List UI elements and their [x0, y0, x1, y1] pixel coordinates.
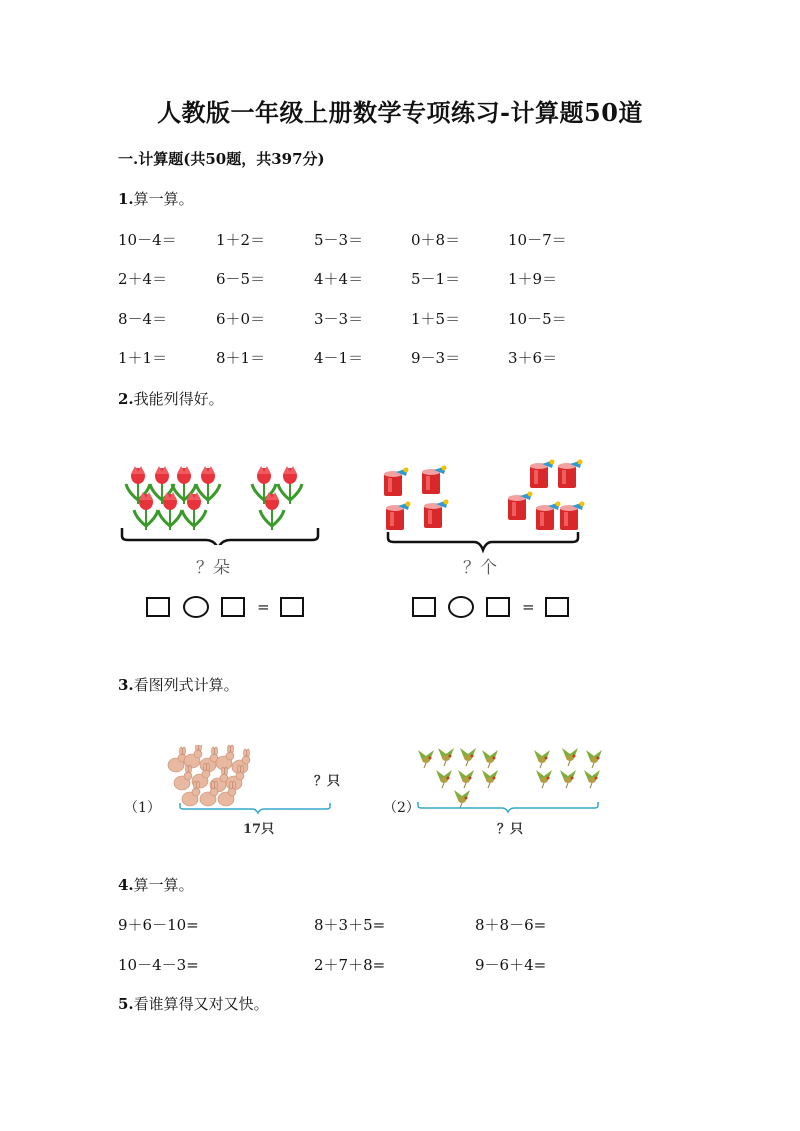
bird-icon — [482, 750, 498, 768]
can-icon — [530, 460, 555, 489]
can-icon — [558, 460, 583, 489]
equation-cell: 6－5＝ — [216, 270, 266, 288]
bird-icon — [460, 748, 476, 766]
question-2-title — [118, 388, 224, 409]
page-title: 人教版一年级上册数学专项练习-计算题50道 — [157, 98, 643, 127]
bird-icon — [436, 770, 452, 788]
rabbit-icon — [168, 747, 186, 772]
can-icon — [422, 466, 447, 495]
equals-sign: = — [522, 598, 535, 616]
equation-cell: 10－4＝ — [118, 231, 177, 249]
question-4-title — [118, 874, 194, 895]
question-text: 算一算。 — [133, 876, 194, 894]
answer-box[interactable] — [486, 597, 510, 617]
operator-circle[interactable] — [448, 596, 474, 618]
answer-box[interactable] — [280, 597, 304, 617]
question-text: 看谁算得又对又快。 — [133, 995, 269, 1013]
equation-cell: 2＋4＝ — [118, 270, 168, 288]
flowers-caption: ？朵 — [196, 558, 230, 578]
question-text: 看图列式计算。 — [133, 676, 239, 694]
equation-cell: 1＋5＝ — [411, 310, 461, 328]
can-icon — [508, 492, 533, 521]
rabbit-icon — [184, 745, 202, 768]
equation-cell: 4＋4＝ — [314, 270, 364, 288]
tulip-icon — [278, 466, 302, 504]
bird-icon — [482, 770, 498, 788]
equals-sign: = — [257, 598, 270, 616]
bird-icon — [536, 770, 552, 788]
birds-figure — [410, 740, 610, 815]
rabbits-question-label: ？只 — [314, 774, 341, 789]
equation-cell: 3－3＝ — [314, 310, 364, 328]
rabbit-icon — [216, 745, 234, 770]
bird-icon — [458, 770, 474, 788]
can-icon — [560, 502, 585, 531]
equation-cell: 9－3＝ — [411, 349, 461, 367]
equation-cell: 2＋7＋8= — [314, 956, 386, 974]
answer-box[interactable] — [412, 597, 436, 617]
flowers-figure — [118, 460, 328, 545]
bird-icon — [562, 748, 578, 766]
equation-cell: 5－3＝ — [314, 231, 364, 249]
can-icon — [424, 500, 449, 529]
cans-figure — [380, 458, 590, 553]
bird-icon — [438, 748, 454, 766]
equation-cell: 9－6＋4= — [475, 956, 547, 974]
operator-circle[interactable] — [183, 596, 209, 618]
question-number: 3. — [118, 676, 134, 694]
equation-cell: 10－4－3= — [118, 956, 199, 974]
equation-cell: 8＋8－6= — [475, 916, 547, 934]
equation-cell: 10－7＝ — [508, 231, 567, 249]
part-1-label: （1） — [124, 800, 161, 816]
equation-cell: 3＋6＝ — [508, 349, 558, 367]
bird-icon — [454, 790, 470, 808]
can-icon — [536, 502, 561, 531]
equation-cell: 4－1＝ — [314, 349, 364, 367]
equation-cell: 9＋6－10= — [118, 916, 199, 934]
question-number: 1. — [118, 190, 134, 208]
answer-box[interactable] — [545, 597, 569, 617]
bird-icon — [534, 750, 550, 768]
equation-cell: 1＋1＝ — [118, 349, 168, 367]
rabbits-figure — [160, 745, 340, 815]
equation-cell: 8－4＝ — [118, 310, 168, 328]
cans-caption: ？个 — [463, 558, 497, 578]
equation-cell: 6＋0＝ — [216, 310, 266, 328]
equation-cell: 0＋8＝ — [411, 231, 461, 249]
bird-icon — [586, 750, 602, 768]
equation-cell: 8＋1＝ — [216, 349, 266, 367]
equation-cell: 8＋3＋5= — [314, 916, 386, 934]
section-title: 一.计算题(共50题，共397分) — [118, 150, 325, 168]
equation-cell: 5－1＝ — [411, 270, 461, 288]
question-number: 5. — [118, 995, 134, 1013]
bird-icon — [560, 770, 576, 788]
answer-box[interactable] — [221, 597, 245, 617]
question-text: 我能列得好。 — [133, 390, 224, 408]
question-number: 2. — [118, 390, 134, 408]
question-5-title — [118, 993, 269, 1014]
equation-cell: 1＋2＝ — [216, 231, 266, 249]
rabbits-total-label: 17只 — [243, 822, 275, 837]
answer-box[interactable] — [146, 597, 170, 617]
birds-question-label: ？只 — [497, 822, 524, 837]
can-icon — [384, 468, 409, 497]
part-2-label: （2） — [383, 800, 420, 816]
equation-cell: 10－5＝ — [508, 310, 567, 328]
can-icon — [386, 502, 411, 531]
bird-icon — [584, 770, 600, 788]
equation-cell: 1＋9＝ — [508, 270, 558, 288]
question-number: 4. — [118, 876, 134, 894]
question-text: 算一算。 — [133, 190, 194, 208]
question-3-title — [118, 674, 239, 695]
question-1-title — [118, 188, 194, 209]
bird-icon — [418, 750, 434, 768]
